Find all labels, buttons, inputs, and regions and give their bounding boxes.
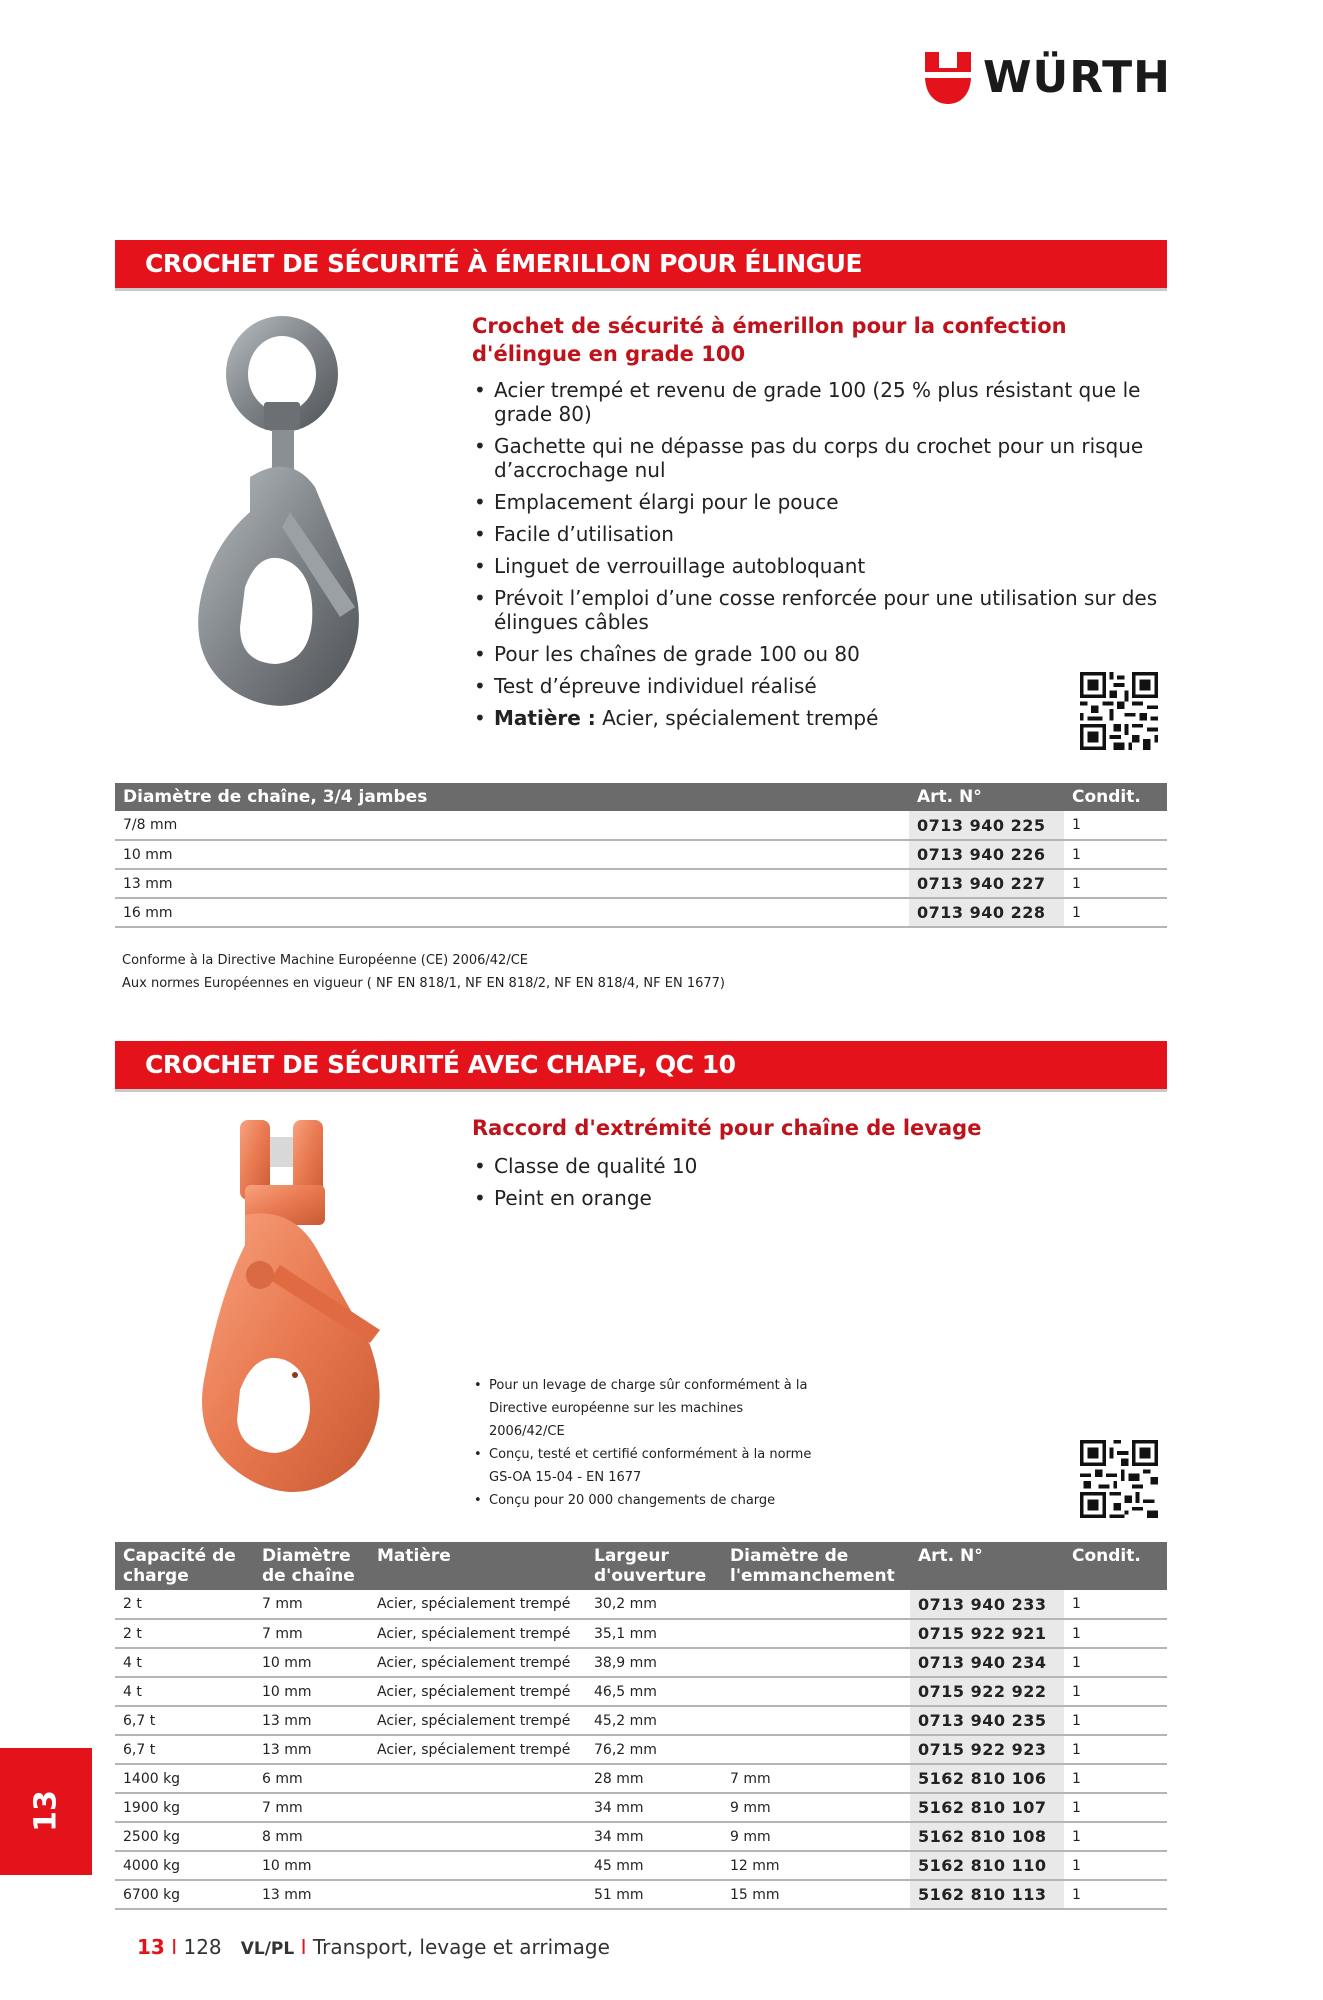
column-header: Art. N° xyxy=(909,783,1064,811)
cell-material xyxy=(369,1851,586,1880)
column-header: Art. N° xyxy=(910,1542,1064,1590)
cell-material: Acier, spécialement trempé xyxy=(369,1735,586,1764)
section2-feature-list xyxy=(472,1154,1162,1218)
section1-subtitle: Crochet de sécurité à émerillon pour la confection d'élingue en grade 100 xyxy=(472,314,1067,366)
swivel-hook-image xyxy=(190,312,380,712)
cell-chain-diameter: 7 mm xyxy=(254,1590,369,1619)
cell-load-capacity: 2 t xyxy=(115,1619,254,1648)
section2-notes-list xyxy=(474,1374,820,1512)
feature-item: • Linguet de verrouillage autobloquant xyxy=(472,554,1162,578)
cell-article-number: 5162 810 110 xyxy=(910,1851,1064,1880)
section2-subtitle: Raccord d'extrémité pour chaîne de levage xyxy=(472,1116,982,1140)
column-header: Matière xyxy=(369,1542,586,1590)
feature-item: • Classe de qualité 10 xyxy=(472,1154,1162,1178)
cell-article-number: 0713 940 234 xyxy=(910,1648,1064,1677)
cell-shank-diameter: 12 mm xyxy=(722,1851,910,1880)
qr-code-icon[interactable] xyxy=(1080,1440,1158,1518)
cell-article-number: 0713 940 227 xyxy=(909,869,1064,898)
cell-opening-width: 45,2 mm xyxy=(586,1706,722,1735)
table-row xyxy=(115,1793,1167,1822)
cell-packaging: 1 xyxy=(1064,1851,1167,1880)
cell-opening-width: 45 mm xyxy=(586,1851,722,1880)
note-item: • Conçu pour 20 000 changements de charge xyxy=(474,1489,820,1512)
column-header: Diamètre de l'emmanchement xyxy=(722,1542,910,1590)
cell-opening-width: 28 mm xyxy=(586,1764,722,1793)
table-header-row xyxy=(115,1542,1167,1590)
cell-shank-diameter: 7 mm xyxy=(722,1764,910,1793)
table-row xyxy=(115,1619,1167,1648)
column-header: Largeur d'ouverture xyxy=(586,1542,722,1590)
cell-chain-diameter: 6 mm xyxy=(254,1764,369,1793)
note-item: • Pour un levage de charge sûr conformément à la Directive européenne sur les machines 2006/42/CE xyxy=(474,1374,820,1443)
cell-opening-width: 51 mm xyxy=(586,1880,722,1909)
cell-article-number: 5162 810 106 xyxy=(910,1764,1064,1793)
cell-shank-diameter xyxy=(722,1590,910,1619)
cell-shank-diameter: 9 mm xyxy=(722,1793,910,1822)
cell-load-capacity: 1400 kg xyxy=(115,1764,254,1793)
cell-chain-diameter: 10 mm xyxy=(115,840,909,869)
feature-item: • Pour les chaînes de grade 100 ou 80 xyxy=(472,642,1162,666)
column-header: Diamètre de chaîne xyxy=(254,1542,369,1590)
feature-item: • Prévoit l’emploi d’une cosse renforcée pour une utilisation sur des élingues câbles xyxy=(472,586,1162,634)
cell-material: Acier, spécialement trempé xyxy=(369,1706,586,1735)
cell-article-number: 0713 940 226 xyxy=(909,840,1064,869)
footer-section: Transport, levage et arrimage xyxy=(312,1935,610,1959)
table-row xyxy=(115,1677,1167,1706)
cell-packaging: 1 xyxy=(1064,1590,1167,1619)
footer-separator: I xyxy=(300,1935,307,1959)
table-row xyxy=(115,869,1167,898)
table-row xyxy=(115,1706,1167,1735)
feature-item: • Gachette qui ne dépasse pas du corps du crochet pour un risque d’accrochage nul xyxy=(472,434,1162,482)
section1-spec-table xyxy=(115,783,1167,928)
cell-chain-diameter: 13 mm xyxy=(254,1735,369,1764)
wurth-logo xyxy=(925,52,1171,104)
cell-shank-diameter: 15 mm xyxy=(722,1880,910,1909)
cell-packaging: 1 xyxy=(1064,898,1167,927)
section-divider xyxy=(115,288,1167,291)
cell-chain-diameter: 10 mm xyxy=(254,1648,369,1677)
table-row xyxy=(115,1764,1167,1793)
cell-material: Acier, spécialement trempé xyxy=(369,1619,586,1648)
cell-material xyxy=(369,1764,586,1793)
cell-article-number: 0715 922 922 xyxy=(910,1677,1064,1706)
cell-article-number: 5162 810 113 xyxy=(910,1880,1064,1909)
column-header: Condit. xyxy=(1064,783,1167,811)
footer-category: VL/PL xyxy=(240,1939,295,1959)
footer-separator: I xyxy=(171,1935,178,1959)
section1-feature-list xyxy=(472,378,1162,738)
cell-material xyxy=(369,1822,586,1851)
chapter-tab xyxy=(0,1748,92,1875)
norms-text xyxy=(122,949,725,995)
cell-packaging: 1 xyxy=(1064,1880,1167,1909)
column-header: Capacité de charge xyxy=(115,1542,254,1590)
cell-packaging: 1 xyxy=(1064,1677,1167,1706)
cell-packaging: 1 xyxy=(1064,1735,1167,1764)
cell-material xyxy=(369,1880,586,1909)
cell-packaging: 1 xyxy=(1064,840,1167,869)
feature-item: • Emplacement élargi pour le pouce xyxy=(472,490,1162,514)
cell-opening-width: 34 mm xyxy=(586,1822,722,1851)
cell-load-capacity: 4 t xyxy=(115,1677,254,1706)
section2-spec-table xyxy=(115,1542,1167,1910)
cell-chain-diameter: 8 mm xyxy=(254,1822,369,1851)
cell-article-number: 0713 940 228 xyxy=(909,898,1064,927)
feature-item: • Acier trempé et revenu de grade 100 (25 % plus résistant que le grade 80) xyxy=(472,378,1162,426)
cell-article-number: 5162 810 107 xyxy=(910,1793,1064,1822)
wurth-logo-mark-icon xyxy=(925,52,971,104)
norm-line: Aux normes Européennes en vigueur ( NF EN 818/1, NF EN 818/2, NF EN 818/4, NF EN 1677) xyxy=(122,976,725,991)
feature-item: • Test d’épreuve individuel réalisé xyxy=(472,674,1162,698)
cell-opening-width: 35,1 mm xyxy=(586,1619,722,1648)
cell-packaging: 1 xyxy=(1064,1619,1167,1648)
cell-chain-diameter: 7/8 mm xyxy=(115,811,909,840)
cell-article-number: 5162 810 108 xyxy=(910,1822,1064,1851)
cell-shank-diameter xyxy=(722,1648,910,1677)
cell-material xyxy=(369,1793,586,1822)
table-row xyxy=(115,1822,1167,1851)
cell-load-capacity: 2500 kg xyxy=(115,1822,254,1851)
material-value: Acier, spécialement trempé xyxy=(602,706,879,730)
section-title-clevis-hook: CROCHET DE SÉCURITÉ AVEC CHAPE, QC 10 xyxy=(115,1041,1167,1089)
cell-material: Acier, spécialement trempé xyxy=(369,1648,586,1677)
cell-opening-width: 34 mm xyxy=(586,1793,722,1822)
cell-load-capacity: 6,7 t xyxy=(115,1735,254,1764)
cell-shank-diameter xyxy=(722,1677,910,1706)
cell-article-number: 0713 940 233 xyxy=(910,1590,1064,1619)
cell-packaging: 1 xyxy=(1064,1793,1167,1822)
feature-item-material xyxy=(472,706,1162,730)
table-row xyxy=(115,811,1167,840)
cell-packaging: 1 xyxy=(1064,1706,1167,1735)
cell-load-capacity: 4 t xyxy=(115,1648,254,1677)
norm-line: Conforme à la Directive Machine Européenne (CE) 2006/42/CE xyxy=(122,953,528,968)
table-row xyxy=(115,1880,1167,1909)
cell-article-number: 0713 940 225 xyxy=(909,811,1064,840)
cell-article-number: 0715 922 923 xyxy=(910,1735,1064,1764)
cell-material: Acier, spécialement trempé xyxy=(369,1590,586,1619)
cell-chain-diameter: 13 mm xyxy=(254,1706,369,1735)
cell-chain-diameter: 7 mm xyxy=(254,1793,369,1822)
footer-page-number: 128 xyxy=(183,1935,222,1959)
note-item: • Conçu, testé et certifié conformément à la norme GS-OA 15-04 - EN 1677 xyxy=(474,1443,820,1489)
cell-shank-diameter xyxy=(722,1735,910,1764)
cell-opening-width: 76,2 mm xyxy=(586,1735,722,1764)
page-footer xyxy=(137,1935,610,1959)
cell-load-capacity: 1900 kg xyxy=(115,1793,254,1822)
table-row xyxy=(115,1590,1167,1619)
cell-article-number: 0713 940 235 xyxy=(910,1706,1064,1735)
footer-chapter: 13 xyxy=(137,1935,165,1959)
cell-shank-diameter xyxy=(722,1706,910,1735)
cell-load-capacity: 2 t xyxy=(115,1590,254,1619)
cell-article-number: 0715 922 921 xyxy=(910,1619,1064,1648)
cell-opening-width: 46,5 mm xyxy=(586,1677,722,1706)
feature-item: • Facile d’utilisation xyxy=(472,522,1162,546)
cell-chain-diameter: 13 mm xyxy=(115,869,909,898)
chapter-number: 13 xyxy=(28,1790,64,1832)
cell-chain-diameter: 10 mm xyxy=(254,1851,369,1880)
cell-opening-width: 30,2 mm xyxy=(586,1590,722,1619)
cell-load-capacity: 4000 kg xyxy=(115,1851,254,1880)
cell-packaging: 1 xyxy=(1064,1764,1167,1793)
column-header: Diamètre de chaîne, 3/4 jambes xyxy=(115,783,909,811)
cell-chain-diameter: 10 mm xyxy=(254,1677,369,1706)
table-row xyxy=(115,1648,1167,1677)
table-row xyxy=(115,840,1167,869)
table-header-row xyxy=(115,783,1167,811)
section2-table-body xyxy=(115,1590,1167,1909)
cell-shank-diameter: 9 mm xyxy=(722,1822,910,1851)
brand-name: WÜRTH xyxy=(983,52,1172,103)
cell-packaging: 1 xyxy=(1064,1822,1167,1851)
cell-material: Acier, spécialement trempé xyxy=(369,1677,586,1706)
cell-chain-diameter: 16 mm xyxy=(115,898,909,927)
table-row xyxy=(115,1851,1167,1880)
section-title-swivel-hook: CROCHET DE SÉCURITÉ À ÉMERILLON POUR ÉLINGUE xyxy=(115,240,1167,288)
cell-packaging: 1 xyxy=(1064,1648,1167,1677)
table-row xyxy=(115,1735,1167,1764)
cell-chain-diameter: 7 mm xyxy=(254,1619,369,1648)
column-header: Condit. xyxy=(1064,1542,1167,1590)
cell-packaging: 1 xyxy=(1064,869,1167,898)
cell-load-capacity: 6,7 t xyxy=(115,1706,254,1735)
material-label: Matière : xyxy=(494,706,596,730)
cell-shank-diameter xyxy=(722,1619,910,1648)
cell-opening-width: 38,9 mm xyxy=(586,1648,722,1677)
cell-chain-diameter: 13 mm xyxy=(254,1880,369,1909)
qr-code-icon[interactable] xyxy=(1080,672,1158,750)
clevis-hook-image xyxy=(185,1115,395,1505)
cell-packaging: 1 xyxy=(1064,811,1167,840)
cell-load-capacity: 6700 kg xyxy=(115,1880,254,1909)
table-row xyxy=(115,898,1167,927)
section-divider xyxy=(115,1089,1167,1092)
feature-item: • Peint en orange xyxy=(472,1186,1162,1210)
